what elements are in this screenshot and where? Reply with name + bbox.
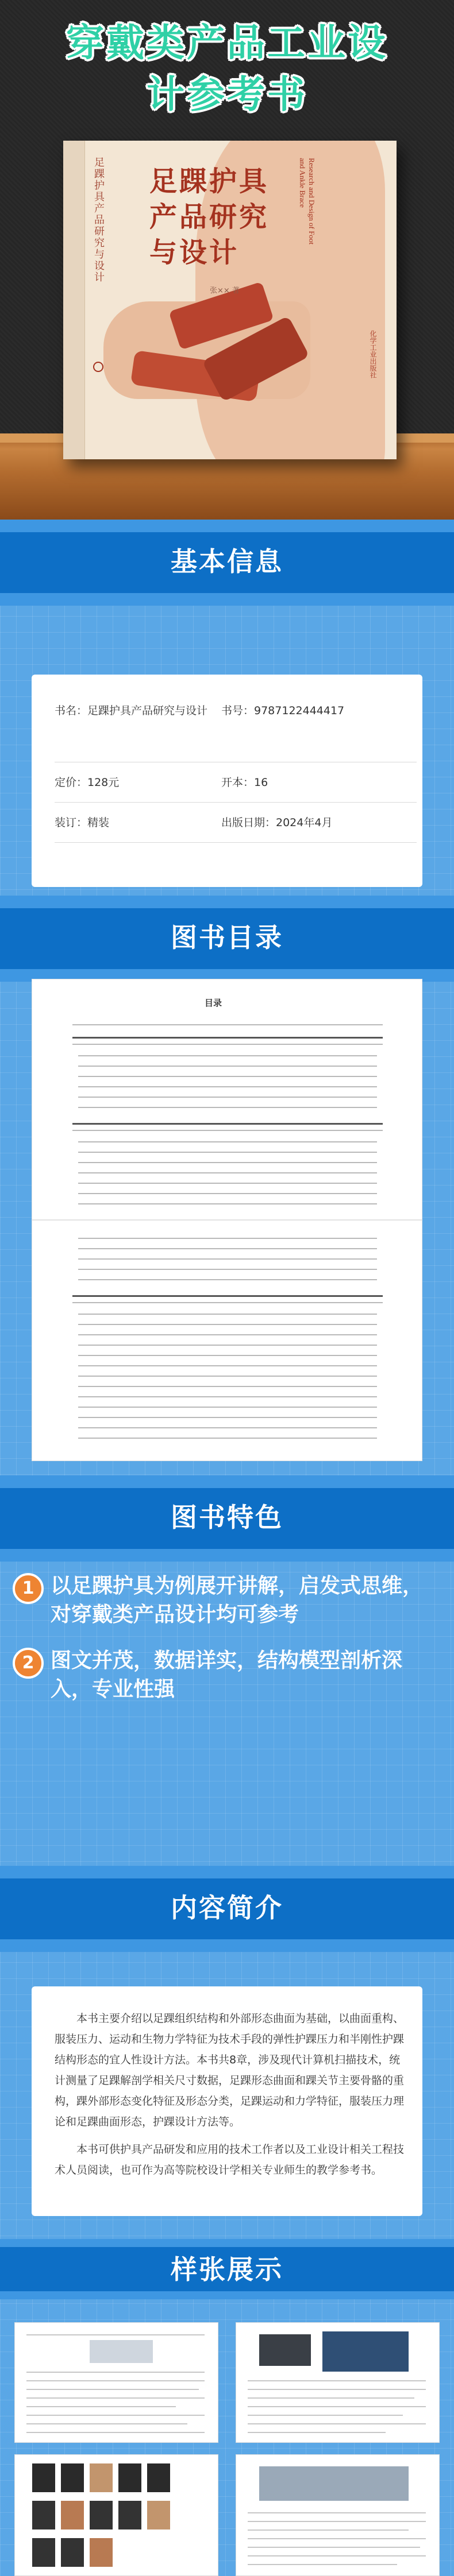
intro-banner <box>0 1866 454 1952</box>
toc-section <box>0 896 454 1475</box>
toc-page <box>32 1220 422 1461</box>
toc-heading: 目录 <box>205 998 222 1008</box>
toc-card <box>32 979 422 1461</box>
cover-vertical-title: 足踝护具产品研究与设计 <box>93 157 105 283</box>
cover-title <box>149 164 299 270</box>
format: 开本：16 <box>221 776 268 789</box>
samples-banner <box>0 2239 454 2299</box>
book-cover <box>63 141 397 459</box>
feature-text: 图文并茂，数据详实，结构模型剖析深入，专业性强 <box>51 1649 403 1701</box>
info-row <box>55 700 417 762</box>
section-title: 基本信息 <box>171 546 283 577</box>
cover-title-line3: 与设计 <box>149 237 240 269</box>
section-title: 样张展示 <box>171 2254 283 2285</box>
hero-title-line1: 穿戴类产品工业设 <box>66 21 388 65</box>
intro-paragraph: 本书主要介绍以足踝组织结构和外部形态曲面为基础，以曲面重构、服装压力、运动和生物力学特征为技术手段的弹性护踝压力和半刚性护踝结构形态的宜人性设计方法。本书共8章，涉及现代计算机扫描技术，统计测量了足踝解剖学相关尺寸数据，足踝形态曲面和踝关节主要骨骼的重构，踝外部形态变化特征及形态分类，足踝运动和力学特征，服装压力理论和足踝曲面形态，护踝设计方法等。 <box>55 2012 405 2128</box>
info-banner <box>0 520 454 606</box>
hero-banner <box>0 0 454 520</box>
features-section <box>0 1475 454 1906</box>
feature-text: 以足踝护具为例展开讲解，启发式思维，对穿戴类产品设计均可参考 <box>51 1574 424 1626</box>
binding: 装订：精装 <box>55 816 110 829</box>
features-banner <box>0 1475 454 1562</box>
cover-title-line2: 产品研究 <box>149 201 270 233</box>
cover-title-line1: 足踝护具 <box>149 165 270 197</box>
intro-section <box>0 1866 454 2239</box>
samples-section <box>0 2239 454 2576</box>
intro-card <box>32 1986 422 2216</box>
sample-page <box>14 2454 218 2576</box>
info-card <box>32 675 422 887</box>
cover-publisher: 化学工业出版社 <box>369 330 377 378</box>
toc-banner <box>0 896 454 982</box>
sample-page <box>236 2454 440 2576</box>
book-name: 书名：足踝护具产品研究与设计 <box>55 704 208 717</box>
feature-item <box>13 1573 443 1636</box>
info-row <box>55 762 417 803</box>
isbn: 书号：9787122444417 <box>221 704 345 717</box>
section-title: 图书目录 <box>171 922 283 953</box>
hero-title-line2: 计参考书 <box>147 72 307 117</box>
section-title: 图书特色 <box>171 1502 283 1533</box>
feature-item <box>13 1648 443 1711</box>
cover-author: 张×× 著 <box>210 286 240 295</box>
feature-number: 1 <box>13 1573 44 1604</box>
publisher-logo-icon <box>93 362 103 372</box>
feature-number: 2 <box>13 1648 44 1679</box>
sample-page <box>236 2322 440 2443</box>
toc-page <box>32 979 422 1220</box>
section-title: 内容简介 <box>171 1892 283 1923</box>
book-spine <box>63 141 85 459</box>
intro-paragraph: 本书可供护具产品研发和应用的技术工作者以及工业设计相关工程技术人员阅读，也可作为高等院校设计学相关专业师生的教学参考书。 <box>55 2143 405 2176</box>
sample-page <box>14 2322 218 2443</box>
hero-title <box>0 17 454 121</box>
pub-date: 出版日期：2024年4月 <box>221 816 333 829</box>
info-row <box>55 803 417 843</box>
cover-english-title: Research and Design of Foot and Ankle Brace <box>298 158 316 245</box>
price: 定价：128元 <box>55 776 120 789</box>
